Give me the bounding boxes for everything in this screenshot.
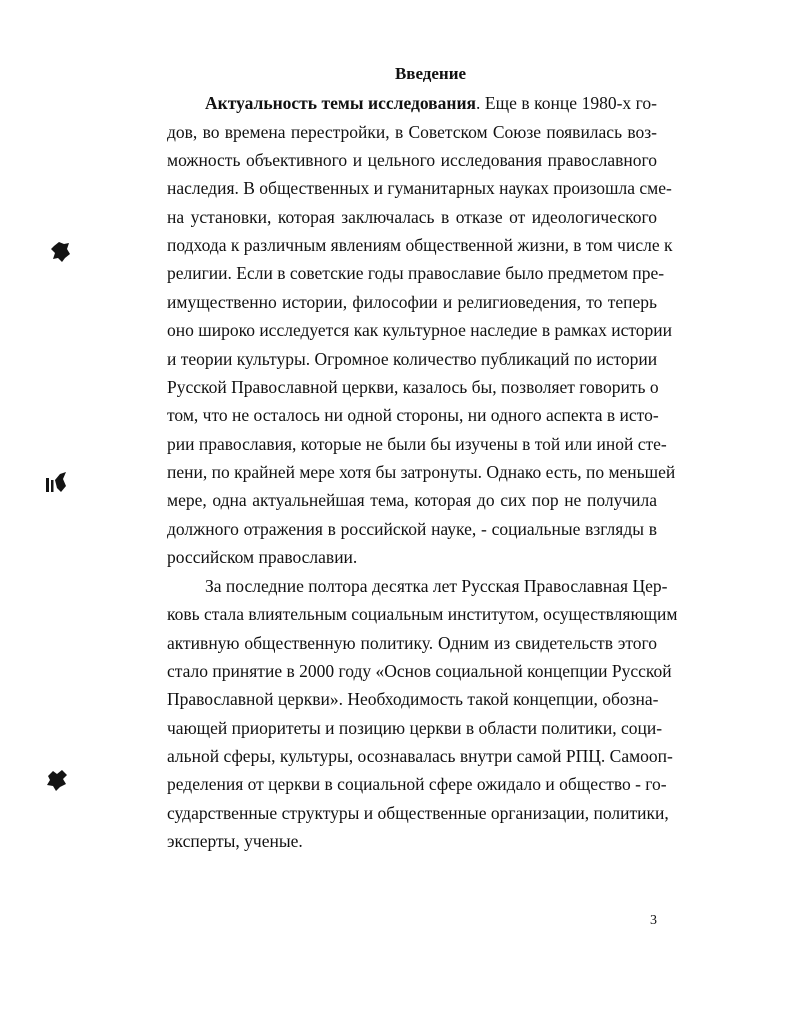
paragraph-2-line: ределения от церкви в социальной сфере ожидало и общество - го- xyxy=(167,774,667,794)
page-heading: Введение xyxy=(394,64,467,83)
paragraph-1-last-line: российском православии. xyxy=(167,547,358,567)
section-lead-bold: Актуальность темы исследования xyxy=(205,93,477,113)
paragraph-1-line: мере, одна актуальнейшая тема, которая до сих пор не получила xyxy=(167,490,657,510)
paragraph-2-line: Православной церкви». Необходимость такой концепции, обозна- xyxy=(167,689,659,709)
paragraph-1-line: должного отражения в российской науке, - социальные взгляды в xyxy=(167,519,657,539)
paragraph-1-line: и теории культуры. Огромное количество публикаций по истории xyxy=(167,349,658,369)
paragraph-1-line: можность объективного и цельного исследования православного xyxy=(167,150,657,170)
paragraph-2-last-line: эксперты, ученые. xyxy=(167,831,303,851)
paragraph-2-line: чающей приоритеты и позицию церкви в области политики, соци- xyxy=(167,718,663,738)
paragraph-2-first-line: За последние полтора десятка лет Русская Православная Цер- xyxy=(205,576,668,596)
paragraph-1-line: том, что не осталось ни одной стороны, ни одного аспекта в исто- xyxy=(167,405,659,425)
paragraph-2-line: альной сферы, культуры, осознавалась внутри самой РПЦ. Самооп- xyxy=(167,746,673,766)
ink-blot-artifact-middle xyxy=(44,470,68,496)
paragraph-2-line: активную общественную политику. Одним из свидетельств этого xyxy=(167,633,657,653)
page-number: 3 xyxy=(650,913,657,928)
paragraph-1-line: подхода к различным явлениям общественной жизни, в том числе к xyxy=(167,235,673,255)
paragraph-2-line: стало принятие в 2000 году «Основ социальной концепции Русской xyxy=(167,661,672,681)
paragraph-2-line: ковь стала влиятельным социальным институтом, осуществляющим xyxy=(167,604,678,624)
paragraph-1-line: дов, во времена перестройки, в Советском Союзе появилась воз- xyxy=(167,122,657,142)
paragraph-2-line: сударственные структуры и общественные организации, политики, xyxy=(167,803,669,823)
ink-blot-artifact-bottom xyxy=(45,768,69,792)
paragraph-1-line: Русской Православной церкви, казалось бы, позволяет говорить о xyxy=(167,377,659,397)
ink-blot-artifact-top xyxy=(50,240,72,264)
paragraph-1-line: имущественно истории, философии и религиоведения, то теперь xyxy=(167,292,657,312)
paragraph-1-line: наследия. В общественных и гуманитарных науках произошла сме- xyxy=(167,178,672,198)
section-lead-rest: . Еще в конце 1980-х го- xyxy=(476,93,657,113)
paragraph-1-line: на установки, которая заключалась в отказе от идеологического xyxy=(167,207,657,227)
paragraph-1-line: рии православия, которые не были бы изучены в той или иной сте- xyxy=(167,434,667,454)
paragraph-1-line: пени, по крайней мере хотя бы затронуты. Однако есть, по меньшей xyxy=(167,462,676,482)
paragraph-1-line: религии. Если в советские годы православие было предметом пре- xyxy=(167,263,665,283)
paragraph-1-first-line xyxy=(205,92,657,114)
paragraph-1-line: оно широко исследуется как культурное наследие в рамках истории xyxy=(167,320,673,340)
